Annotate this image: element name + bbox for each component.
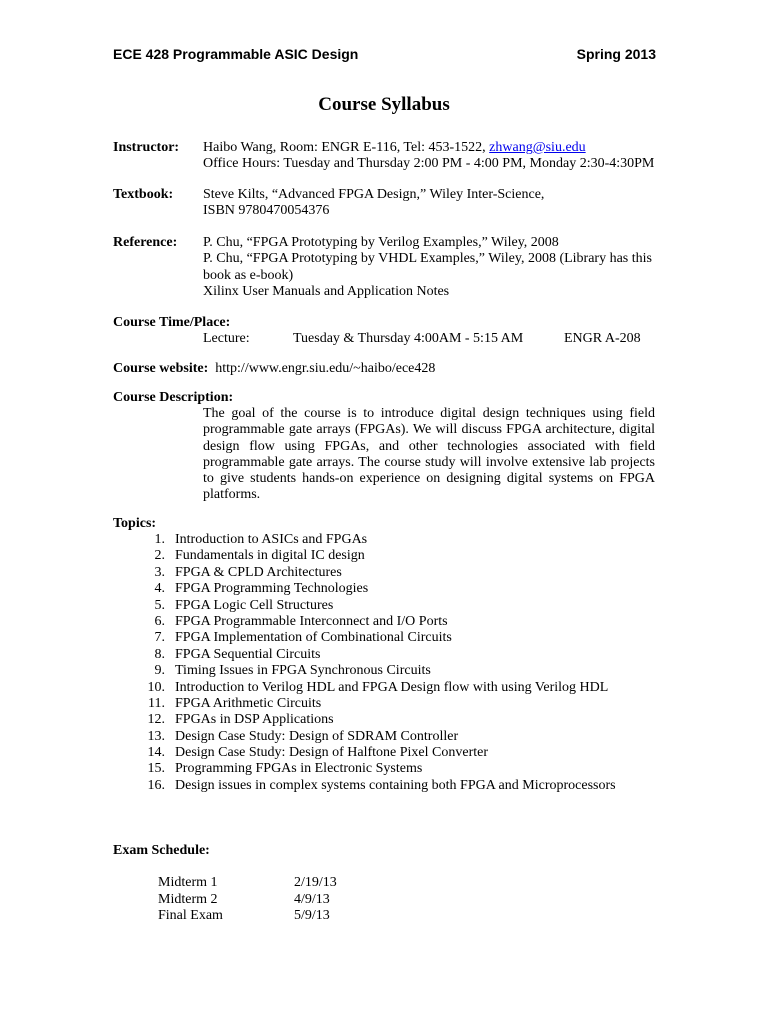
exam-row [158, 892, 458, 909]
exam-schedule-table [158, 875, 458, 925]
reference-item: P. Chu, “FPGA Prototyping by Verilog Examples,” Wiley, 2008 [203, 235, 559, 250]
textbook-title: Steve Kilts, “Advanced FPGA Design,” Wiley Inter-Science, [203, 187, 545, 202]
topic-item [137, 630, 677, 646]
topic-number: 5. [154, 597, 165, 613]
topic-item [137, 663, 677, 679]
exam-row [158, 875, 458, 892]
lecture-schedule: Tuesday & Thursday 4:00AM - 5:15 AM [293, 331, 524, 346]
topic-text: FPGA Arithmetic Circuits [175, 695, 322, 711]
topic-number: 8. [154, 646, 165, 662]
topic-item [137, 532, 677, 548]
office-hours: Office Hours: Tuesday and Thursday 2:00 PM - 4:00 PM, Monday 2:30-4:30PM [203, 156, 655, 172]
topic-number: 12. [147, 712, 165, 728]
exam-name: Midterm 2 [158, 891, 218, 907]
textbook-info [203, 187, 544, 220]
topic-item [137, 729, 677, 745]
reference-item: Xilinx User Manuals and Application Notes [203, 283, 450, 299]
course-name: ECE 428 Programmable ASIC Design [113, 46, 359, 62]
topic-number: 7. [154, 630, 165, 646]
instructor-line [203, 140, 654, 156]
instructor-email-link[interactable]: zhwang@siu.edu [489, 140, 586, 155]
topic-text: Design Case Study: Design of Halftone Pixel Converter [175, 745, 489, 761]
topic-item [137, 581, 677, 597]
topic-text: Design issues in complex systems containing both FPGA and Microprocessors [175, 777, 616, 793]
topic-text: Introduction to Verilog HDL and FPGA Design flow with using Verilog HDL [175, 679, 609, 695]
topic-text: FPGA Implementation of Combinational Circuits [175, 630, 452, 646]
exam-row [158, 908, 458, 925]
topic-item [137, 696, 677, 712]
exam-name: Midterm 1 [158, 875, 218, 890]
lecture-label: Lecture: [203, 331, 250, 346]
term: Spring 2013 [576, 46, 656, 62]
topic-number: 6. [154, 613, 165, 629]
textbook-label: Textbook: [113, 187, 174, 202]
topic-item [137, 761, 677, 777]
lecture-room: ENGR A-208 [564, 331, 641, 346]
topic-number: 4. [154, 581, 165, 597]
topic-number: 3. [154, 564, 165, 580]
topic-text: Fundamentals in digital IC design [175, 548, 365, 564]
page-title: Course Syllabus [318, 94, 450, 115]
topic-item [137, 680, 677, 696]
topic-text: FPGA Sequential Circuits [175, 646, 321, 662]
topic-text: Design Case Study: Design of SDRAM Controller [175, 728, 459, 744]
lecture-row [0, 331, 768, 347]
topic-item [137, 745, 677, 761]
description-label: Course Description: [113, 390, 234, 405]
reference-item: P. Chu, “FPGA Prototyping by VHDL Examples,” Wiley, 2008 (Library has this [203, 251, 652, 267]
topic-number: 10. [147, 679, 165, 695]
topic-number: 15. [147, 761, 165, 777]
topics-label: Topics: [113, 516, 157, 531]
topic-text: Timing Issues in FPGA Synchronous Circuits [175, 663, 431, 679]
textbook-isbn: ISBN 9780470054376 [203, 203, 330, 219]
reference-list [203, 235, 652, 300]
topic-text: Programming FPGAs in Electronic Systems [175, 761, 423, 777]
topic-number: 2. [154, 548, 165, 564]
exam-date: 2/19/13 [294, 875, 337, 890]
topics-list [137, 532, 677, 794]
topic-item [137, 778, 677, 794]
website-url: http://www.engr.siu.edu/~haibo/ece428 [215, 361, 436, 376]
reference-item: book as e-book) [203, 267, 294, 283]
exam-date: 4/9/13 [294, 891, 330, 907]
topic-number: 9. [154, 663, 165, 679]
topic-text: Introduction to ASICs and FPGAs [175, 532, 368, 547]
course-website [113, 361, 435, 377]
document-header [113, 46, 656, 62]
instructor-contact: Haibo Wang, Room: ENGR E-116, Tel: 453-1522, [203, 140, 490, 155]
topic-text: FPGA Programmable Interconnect and I/O Ports [175, 613, 448, 629]
topic-text: FPGA Programming Technologies [175, 581, 369, 597]
course-description: The goal of the course is to introduce digital design techniques using field programmable gate arrays (FPGAs). We will discuss FPGA architecture, digital design flow using FPGAs, and other technologies associated with field programmable gate arrays. The course study will involve extensive lab projects to give students hands-on experience on designing digital systems on FPGA platforms. [203, 406, 655, 503]
topic-item [137, 565, 677, 581]
topic-text: FPGA Logic Cell Structures [175, 597, 334, 613]
exam-schedule-label: Exam Schedule: [113, 843, 210, 858]
topic-number: 11. [148, 695, 165, 711]
course-time-label: Course Time/Place: [113, 315, 231, 330]
topic-item [137, 647, 677, 663]
topic-item [137, 712, 677, 728]
exam-name: Final Exam [158, 908, 223, 923]
topic-number: 16. [147, 777, 165, 793]
topic-item [137, 548, 677, 564]
topic-text: FPGAs in DSP Applications [175, 712, 334, 728]
topic-number: 14. [147, 745, 165, 761]
website-label: Course website: [113, 361, 209, 376]
exam-date: 5/9/13 [294, 908, 330, 923]
instructor-info [203, 140, 654, 173]
topic-item [137, 598, 677, 614]
topic-text: FPGA & CPLD Architectures [175, 564, 342, 580]
instructor-label: Instructor: [113, 140, 180, 155]
topic-number: 1. [154, 532, 165, 547]
reference-label: Reference: [113, 235, 178, 250]
topic-item [137, 614, 677, 630]
topic-number: 13. [147, 728, 165, 744]
